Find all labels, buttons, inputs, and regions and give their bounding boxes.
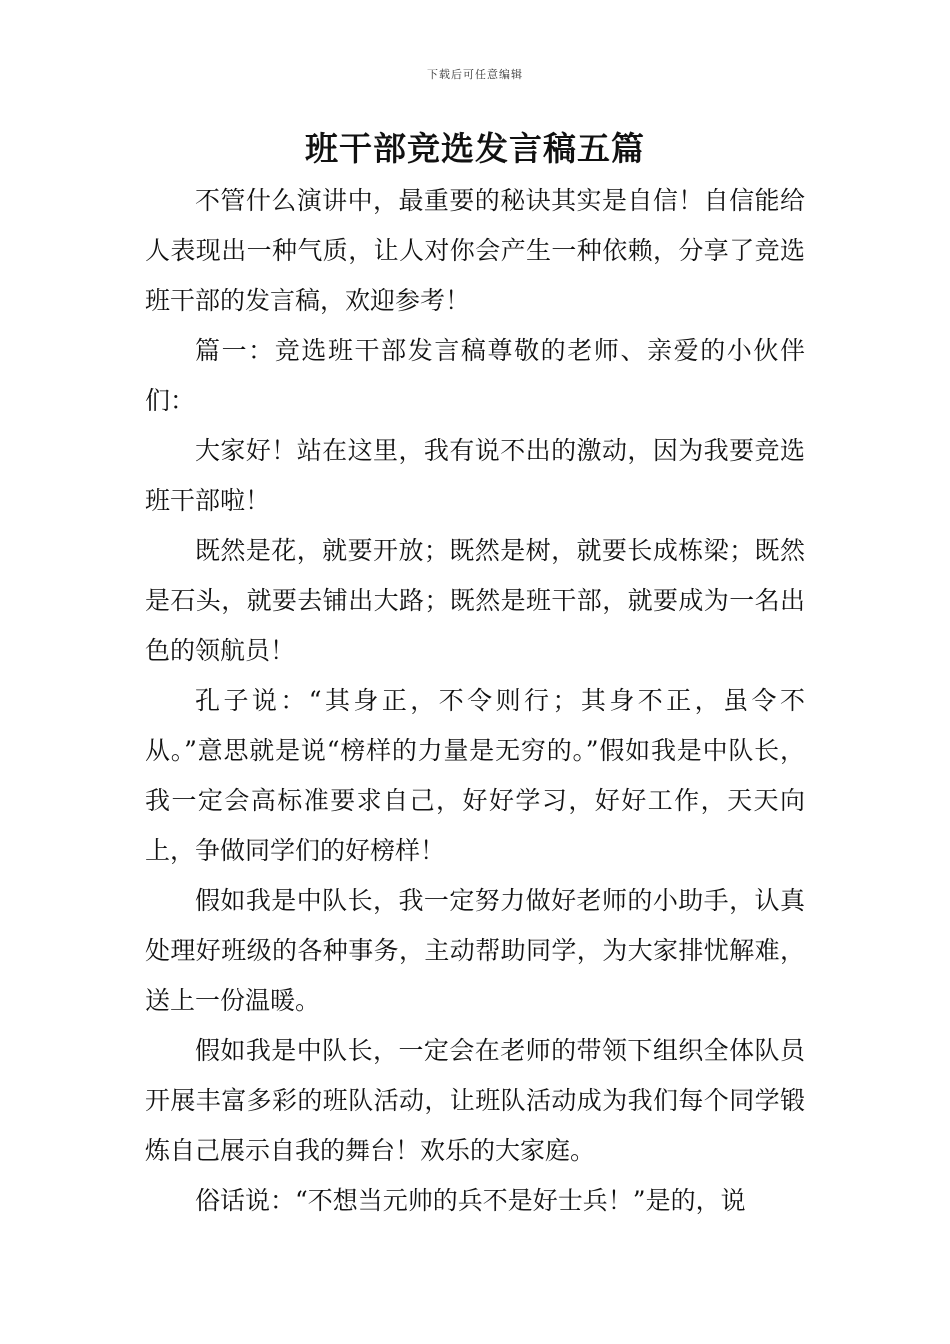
paragraph-activities: 假如我是中队长，一定会在老师的带领下组织全体队员开展丰富多彩的班队活动，让班队活动成为我们每个同学锻炼自己展示自我的舞台！欢乐的大家庭。 bbox=[145, 1036, 805, 1165]
paragraph-hello: 大家好！站在这里，我有说不出的激动，因为我要竞选班干部啦！ bbox=[145, 436, 805, 515]
paragraph-helper: 假如我是中队长，我一定努力做好老师的小助手，认真处理好班级的各种事务，主动帮助同学，为大家排忧解难，送上一份温暖。 bbox=[145, 886, 805, 1015]
document-title: 班干部竞选发言稿五篇 bbox=[305, 129, 645, 168]
paragraph-part-one-greeting: 篇一：竞选班干部发言稿尊敬的老师、亲爱的小伙伴们： bbox=[145, 336, 805, 415]
header-note: 下载后可任意编辑 bbox=[427, 68, 523, 81]
document-body bbox=[145, 176, 805, 1226]
paragraph-flower-tree: 既然是花，就要开放；既然是树，就要长成栋梁；既然是石头，就要去铺出大路；既然是班干部，就要成为一名出色的领航员！ bbox=[145, 536, 805, 665]
paragraph-intro: 不管什么演讲中，最重要的秘诀其实是自信！自信能给人表现出一种气质，让人对你会产生一种依赖，分享了竞选班干部的发言稿，欢迎参考！ bbox=[145, 186, 805, 315]
paragraph-proverb: 俗话说：“不想当元帅的兵不是好士兵！”是的，说 bbox=[195, 1186, 746, 1215]
paragraph-confucius: 孔子说：“其身正，不令则行；其身不正，虽令不从。”意思就是说“榜样的力量是无穷的。”假如我是中队长，我一定会高标准要求自己，好好学习，好好工作，天天向上，争做同学们的好榜样！ bbox=[145, 686, 805, 865]
